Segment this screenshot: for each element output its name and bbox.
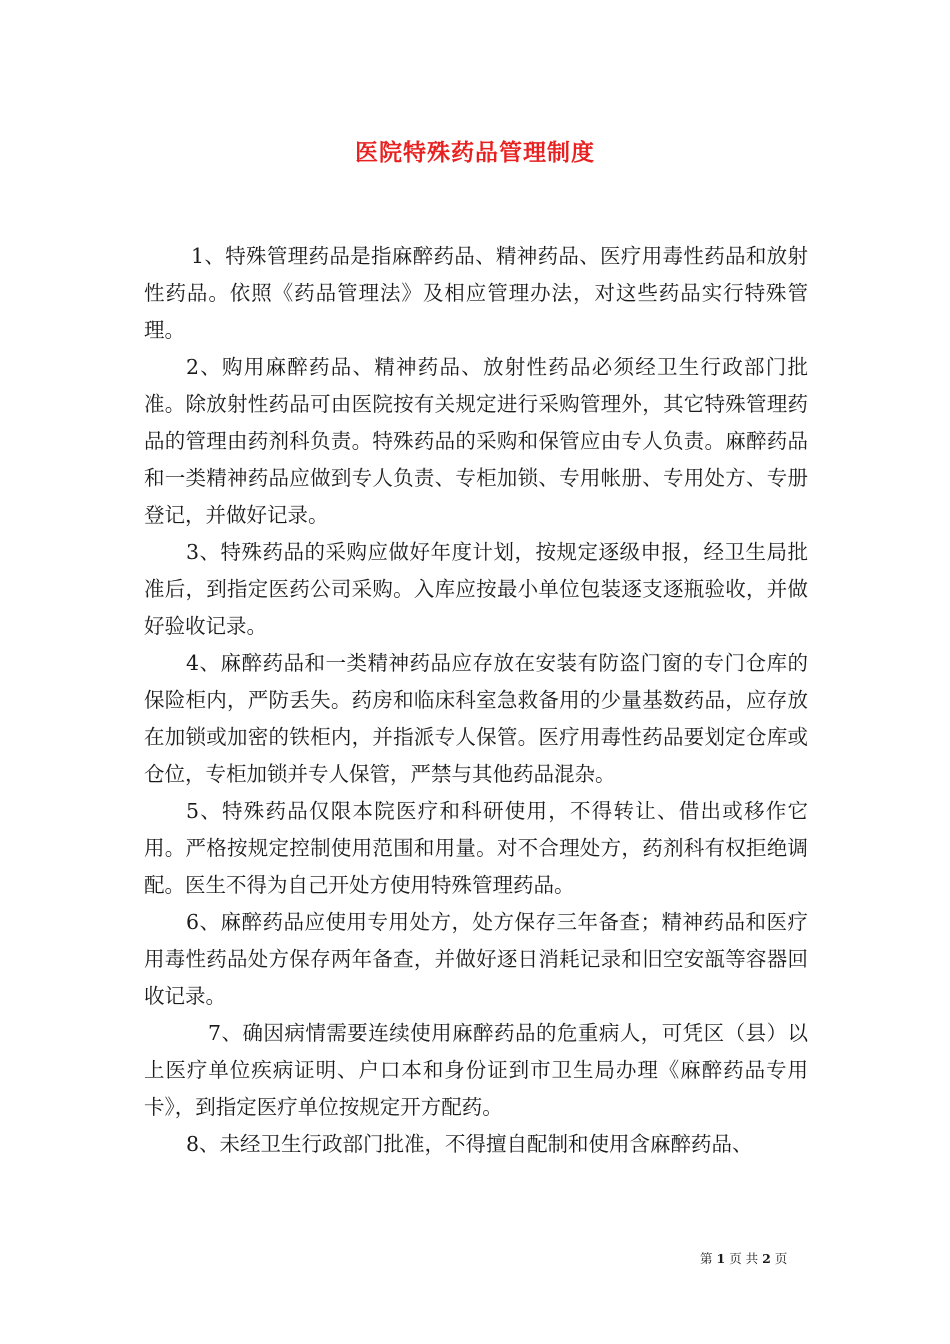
paragraph-5: 5、特殊药品仅限本院医疗和科研使用，不得转让、借出或移作它用。严格按规定控制使用范围和用量。对不合理处方，药剂科有权拒绝调配。医生不得为自己开处方使用特殊管理药品。 [144, 799, 808, 897]
paragraph-3: 3、特殊药品的采购应做好年度计划，按规定逐级申报，经卫生局批准后，到指定医药公司采购。入库应按最小单位包装逐支逐瓶验收，并做好验收记录。 [144, 540, 808, 638]
footer-current-page: 1 [716, 1251, 726, 1266]
footer-middle: 页 共 [729, 1251, 759, 1266]
paragraph-6: 6、麻醉药品应使用专用处方，处方保存三年备查；精神药品和医疗用毒性药品处方保存两年备查，并做好逐日消耗记录和旧空安瓿等容器回收记录。 [144, 910, 808, 1008]
paragraph-4: 4、麻醉药品和一类精神药品应存放在安装有防盗门窗的专门仓库的保险柜内，严防丢失。药房和临床科室急救备用的少量基数药品，应存放在加锁或加密的铁柜内，并指派专人保管。医疗用毒性药品要划定仓库或仓位，专柜加锁并专人保管，严禁与其他药品混杂。 [144, 651, 808, 786]
footer-total-pages: 2 [762, 1251, 771, 1266]
page-number-footer [700, 1249, 787, 1267]
paragraph-8: 8、未经卫生行政部门批准，不得擅自配制和使用含麻醉药品、 [186, 1132, 753, 1156]
footer-suffix: 页 [774, 1251, 788, 1266]
paragraph-7: 7、确因病情需要连续使用麻醉药品的危重病人，可凭区（县）以上医疗单位疾病证明、户口本和身份证到市卫生局办理《麻醉药品专用卡》，到指定医疗单位按规定开方配药。 [144, 1021, 808, 1119]
document-body [144, 238, 808, 1163]
paragraph-2: 2、购用麻醉药品、精神药品、放射性药品必须经卫生行政部门批准。除放射性药品可由医院按有关规定进行采购管理外，其它特殊管理药品的管理由药剂科负责。特殊药品的采购和保管应由专人负责。麻醉药品和一类精神药品应做到专人负责、专柜加锁、专用帐册、专用处方、专册登记，并做好记录。 [144, 355, 808, 527]
document-title: 医院特殊药品管理制度 [355, 139, 595, 166]
paragraph-1: 1、特殊管理药品是指麻醉药品、精神药品、医疗用毒性药品和放射性药品。依照《药品管理法》及相应管理办法，对这些药品实行特殊管理。 [144, 244, 808, 342]
footer-prefix: 第 [700, 1251, 713, 1266]
